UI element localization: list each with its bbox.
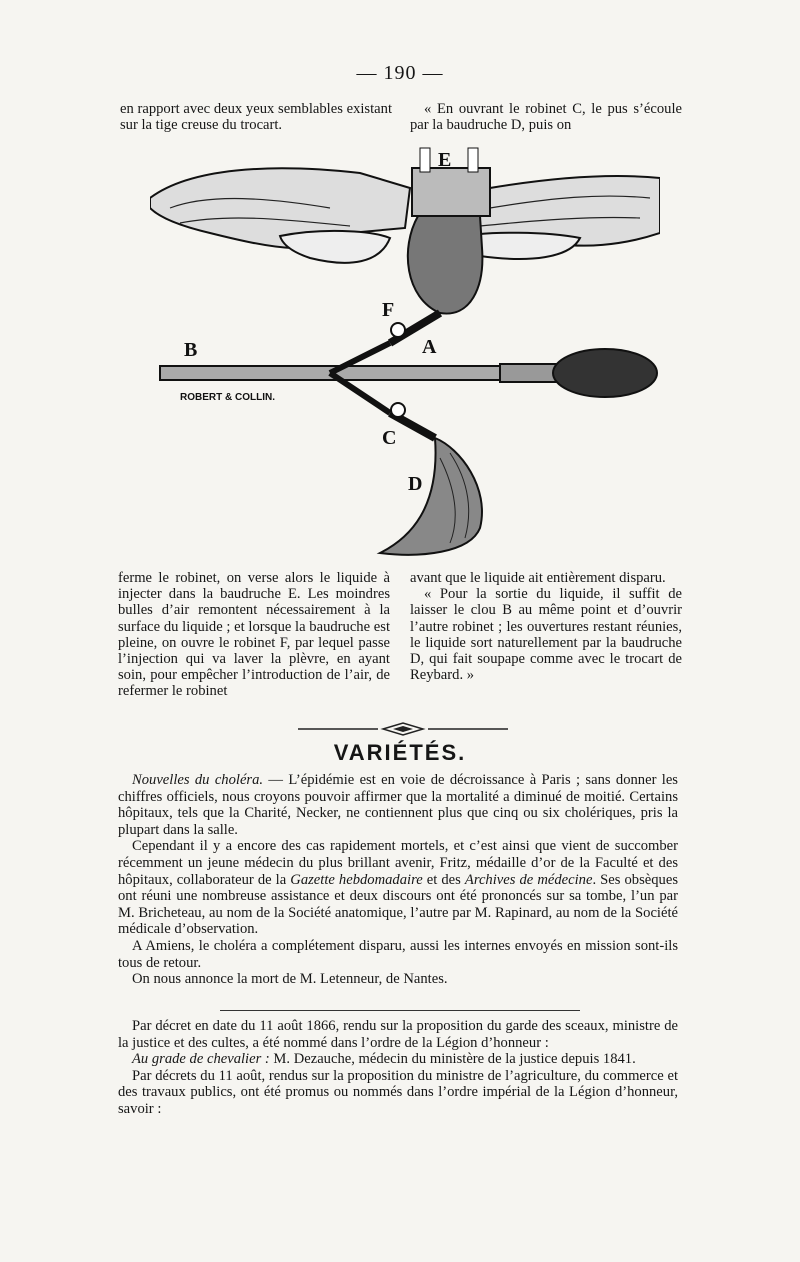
balloon-e xyxy=(408,216,483,314)
handle xyxy=(553,349,657,397)
decree-section xyxy=(118,1018,678,1118)
section-rule xyxy=(220,1010,580,1011)
label-f: F xyxy=(382,299,395,321)
news-p2-c: . Ses obsèques ont réuni une nombreuse assistance et deux discours ont été prononcés sur sa tombe, l’un par M. Bricheteau, au nom de la Société anatomique, l’autre par M. Rapinard, au nom de la Société médicale d’observation. xyxy=(118,871,678,938)
top-left-text: en rapport avec deux yeux semblables existant sur la tige creuse du trocart. xyxy=(120,101,392,134)
top-right-text: « En ouvrant le robinet C, le pus s’écoule par la baudruche D, puis on xyxy=(410,101,682,134)
decree-paragraph-3: Par décrets du 11 août, rendus sur la proposition du ministre de l’agriculture, du commerce et des travaux publics, ont été promus ou nommés dans l’ordre impérial de la Légion d’honneur, savoir : xyxy=(118,1067,678,1117)
decree-paragraph-1: Par décret en date du 11 août 1866, rendu sur la proposition du garde des sceaux, ministre de la justice et des cultes, a été nommé dans l’ordre de la Légion d’honneur : xyxy=(118,1018,678,1051)
news-section xyxy=(118,772,678,988)
gazette-title: Gazette hebdomadaire xyxy=(290,871,423,888)
news-lead: Nouvelles du choléra. xyxy=(132,772,264,788)
news-paragraph-2 xyxy=(118,838,678,938)
decree-paragraph-2 xyxy=(118,1051,678,1068)
news-p1-text: — L’épidémie est en voie de décroissance à Paris ; sans donner les chiffres officiels, nous croyons pouvoir affirmer que la mortalité a diminué de moitié. Certains hôpitaux, tels que la Charité, Necker, ne contiennent plus que cinq ou six cholériques, pris la plupart dans la salle. xyxy=(118,772,678,838)
news-p2-b: et des xyxy=(422,871,465,888)
trocar-illustration xyxy=(150,138,660,568)
section-title: VARIÉTÉS. xyxy=(333,740,467,765)
news-paragraph-3: A Amiens, le choléra a complétement disparu, aussi les internes envoyés en mission sont-ils tous de retour. xyxy=(118,937,678,971)
news-p2-a: Cependant il y a encore des cas rapidement mortels, et c’est ainsi que vient de succomber récemment un jeune médecin du plus brillant avenir, Fritz, médaille d’or de la Faculté et des hôpitaux, collaborateur de la xyxy=(118,838,678,888)
label-b: B xyxy=(184,339,198,361)
label-e: E xyxy=(438,149,452,171)
bottom-left-text: ferme le robinet, on verse alors le liquide à injecter dans la baudruche E. Les moindres bulles d’air remontent nécessairement à la surface du liquide ; et lorsque la baudruche est pleine, on ouvre le robinet F, par lequel passe l’injection qui va laver la plèvre, en ayant soin, pour empêcher l’introduction de l’air, de refermer le robinet xyxy=(118,570,390,700)
decree-grade: Au grade de chevalier : xyxy=(132,1051,270,1068)
news-paragraph-1 xyxy=(118,772,678,838)
label-d: D xyxy=(408,473,423,495)
news-paragraph-4: On nous annonce la mort de M. Letenneur, de Nantes. xyxy=(132,971,448,988)
ornamental-divider xyxy=(298,722,508,736)
archives-title: Archives de médecine xyxy=(464,871,593,888)
bottom-right-para-1: avant que le liquide ait entièrement disparu. xyxy=(410,570,666,586)
page-number: — 190 — xyxy=(356,62,444,84)
label-c: C xyxy=(382,427,397,449)
clamp-e xyxy=(412,168,490,216)
bottom-right-text xyxy=(410,570,682,683)
bottom-right-para-2: « Pour la sortie du liquide, il suffit de laisser le clou B au même point et d’ouvrir l’autre robinet ; les ouvertures restant réunies, le liquide sort naturellement par la baudruche D, qui fait soupape comme avec le trocart de Reybard. » xyxy=(410,586,682,684)
label-a: A xyxy=(422,336,437,358)
decree-p2-text: M. Dezauche, médecin du ministère de la justice depuis 1841. xyxy=(269,1051,636,1068)
balloon-d xyxy=(380,438,482,555)
maker-mark: ROBERT & COLLIN. xyxy=(180,392,275,403)
